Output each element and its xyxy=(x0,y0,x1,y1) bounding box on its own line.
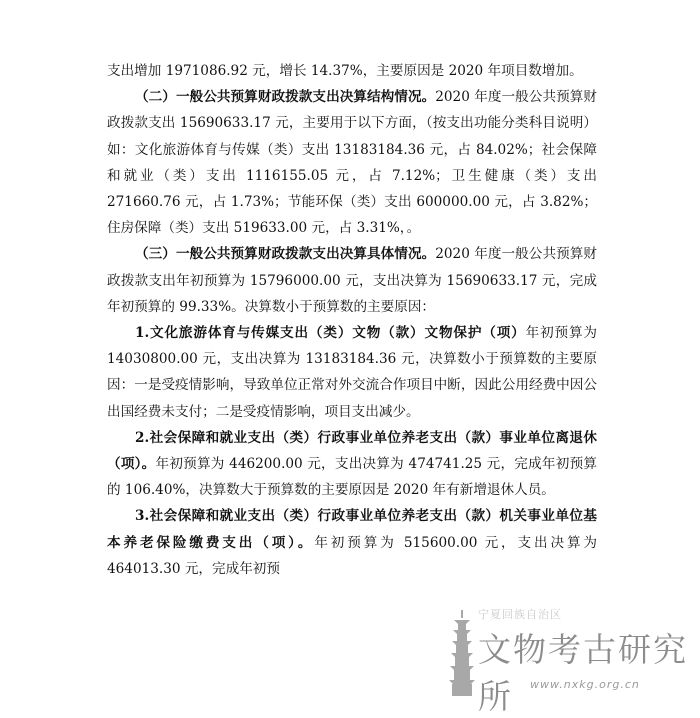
watermark-region-text: 宁夏回族自治区 xyxy=(478,608,562,621)
watermark-url: www.nxkg.org.cn xyxy=(530,678,640,691)
paragraph-1-text: 支出增加 1971086.92 元，增长 14.37%，主要原因是 2020 年项目数增加。 xyxy=(107,63,583,79)
section-3-heading: （三）一般公共预算财政拨款支出决算具体情况。 xyxy=(135,246,436,263)
item-1 xyxy=(107,320,597,425)
section-3-text: 2020 年度一般公共预算财政拨款支出年初预算为 15796000.00 元，支出决算为 15690633.17 元，完成年初预算的 99.33%。决算数小于预算数的主要原因： xyxy=(107,246,597,315)
item-3-heading: 3.社会保障和就业支出（类）行政事业单位养老支出（款）机关事业单位基本养老保险缴费支出（项）。 xyxy=(107,508,597,551)
item-1-text: 年初预算为 14030800.00 元，支出决算为 13183184.36 元，决算数小于预算数的主要原因：一是受疫情影响，导致单位正常对外交流合作项目中断，因此公用经费中因公出国经费未支付；二是受疫情影响，项目支出减少。 xyxy=(107,325,597,420)
section-2-text: 2020 年度一般公共预算财政拨款支出 15690633.17 元，主要用于以下方面，（按支出功能分类科目说明）如：文化旅游体育与传媒（类）支出 13183184.36 元，占 84.02%；社会保障和就业（类）支出 1116155.05 元，占 7.12%；卫生健康（类）支出 271660.76 元，占 1.73%；节能环保（类）支出 600000.00 元，占 3.82%；住房保障（类）支出 519633.00 元，占 3.31%，。 xyxy=(107,89,597,237)
item-2-text: 年初预算为 446200.00 元，支出决算为 474741.25 元，完成年初预算的 106.40%，决算数大于预算数的主要原因是 2020 年有新增退休人员。 xyxy=(107,456,597,499)
item-1-heading: 1.文化旅游体育与传媒支出（类）文物（款）文物保护（项） xyxy=(135,325,526,342)
paragraph-1 xyxy=(107,58,597,84)
item-2-heading: 2.社会保障和就业支出（类）行政事业单位养老支出（款）事业单位离退休（项）。 xyxy=(107,429,597,473)
document-body xyxy=(107,58,597,582)
section-2-heading: （二）一般公共预算财政拨款支出决算结构情况。 xyxy=(135,89,436,106)
item-2 xyxy=(107,425,597,504)
item-3 xyxy=(107,503,597,582)
item-3-text: 年初预算为 515600.00 元，支出决算为 464013.30 元，完成年初预 xyxy=(107,534,598,577)
paragraph-3 xyxy=(107,241,597,320)
watermark xyxy=(440,604,700,716)
pagoda-icon xyxy=(448,610,476,696)
paragraph-2 xyxy=(107,84,597,241)
watermark-title: 文物考古研究所 xyxy=(478,630,688,716)
